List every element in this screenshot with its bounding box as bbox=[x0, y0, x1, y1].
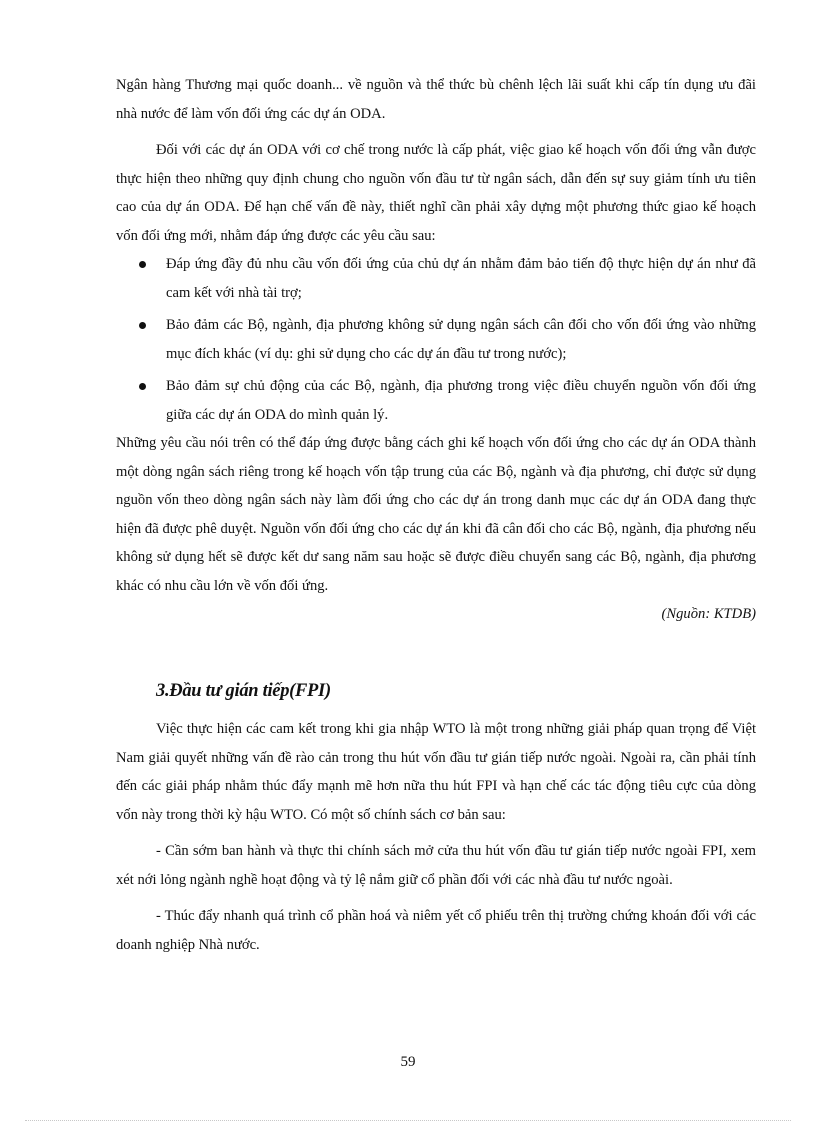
bullet-icon bbox=[139, 322, 146, 329]
paragraph: - Cần sớm ban hành và thực thi chính sách mở cửa thu hút vốn đầu tư gián tiếp nước ngoài FPI, xem xét nới lỏng ngành nghề hoạt động và tỷ lệ nắm giữ cổ phần đối với các nhà đầu tư nước ngoài. bbox=[116, 843, 756, 888]
bullet-icon bbox=[139, 383, 146, 390]
list-item-text: Đáp ứng đầy đủ nhu cầu vốn đối ứng của chủ dự án nhằm đảm bảo tiến độ thực hiện dự án như đã cam kết với nhà tài trợ; bbox=[166, 256, 756, 301]
page-edge-divider bbox=[25, 1120, 791, 1121]
source-citation: (Nguồn: KTDB) bbox=[661, 606, 756, 622]
paragraph: - Thúc đẩy nhanh quá trình cổ phần hoá và niêm yết cổ phiếu trên thị trường chứng khoán đối với các doanh nghiệp Nhà nước. bbox=[116, 908, 756, 953]
list-item-text: Bảo đảm các Bộ, ngành, địa phương không sử dụng ngân sách cân đối cho vốn đối ứng vào những mục đích khác (ví dụ: ghi sử dụng cho các dự án đầu tư trong nước); bbox=[166, 317, 756, 362]
paragraph: Việc thực hiện các cam kết trong khi gia nhập WTO là một trong những giải pháp quan trọng để Việt Nam giải quyết những vấn đề rào cản trong thu hút vốn đầu tư gián tiếp nước ngoài. Ngoài ra, cần phải tính đến các giải pháp nhằm thúc đẩy mạnh mẽ hơn nữa thu hút FPI và hạn chế các tác động tiêu cực của dòng vốn này trong thời kỳ hậu WTO. Có một số chính sách cơ bản sau: bbox=[116, 721, 756, 823]
list-item bbox=[166, 311, 756, 368]
paragraph: Những yêu cầu nói trên có thể đáp ứng được bằng cách ghi kế hoạch vốn đối ứng cho các dự án ODA thành một dòng ngân sách riêng trong kế hoạch vốn tập trung của các Bộ, ngành và địa phương, chỉ được sử dụng nguồn vốn theo dòng ngân sách này làm đối ứng cho các dự án trong danh mục các dự án ODA đang thực hiện đã được phê duyệt. Nguồn vốn đối ứng cho các dự án khi đã cân đối cho các Bộ, ngành, địa phương nếu không sử dụng hết sẽ được kết dư sang năm sau hoặc sẽ được điều chuyển sang các Bộ, ngành, địa phương khác có nhu cầu lớn về vốn đối ứng. bbox=[116, 435, 756, 594]
upper-text-block bbox=[116, 71, 756, 629]
paragraph: Đối với các dự án ODA với cơ chế trong nước là cấp phát, việc giao kế hoạch vốn đối ứng vẫn được thực hiện theo những quy định chung cho nguồn vốn đầu tư từ ngân sách, dẫn đến sự suy giảm tính ưu tiên cao của dự án ODA. Để hạn chế vấn đề này, thiết nghĩ cần phải xây dựng một phương thức giao kế hoạch vốn đối ứng mới, nhằm đáp ứng được các yêu cầu sau: bbox=[116, 142, 756, 244]
bullet-icon bbox=[139, 261, 146, 268]
list-item bbox=[166, 250, 756, 307]
lower-text-block bbox=[116, 715, 756, 959]
paragraph: Ngân hàng Thương mại quốc doanh... về nguồn và thể thức bù chênh lệch lãi suất khi cấp tín dụng ưu đãi nhà nước để làm vốn đối ứng các dự án ODA. bbox=[116, 77, 756, 122]
section-heading: 3.Đầu tư gián tiếp(FPI) bbox=[156, 681, 331, 701]
page-number: 59 bbox=[400, 1054, 416, 1070]
list-item-text: Bảo đảm sự chủ động của các Bộ, ngành, địa phương trong việc điều chuyển nguồn vốn đối ứng giữa các dự án ODA do mình quản lý. bbox=[166, 378, 756, 423]
bullet-list bbox=[116, 250, 756, 429]
list-item bbox=[166, 372, 756, 429]
